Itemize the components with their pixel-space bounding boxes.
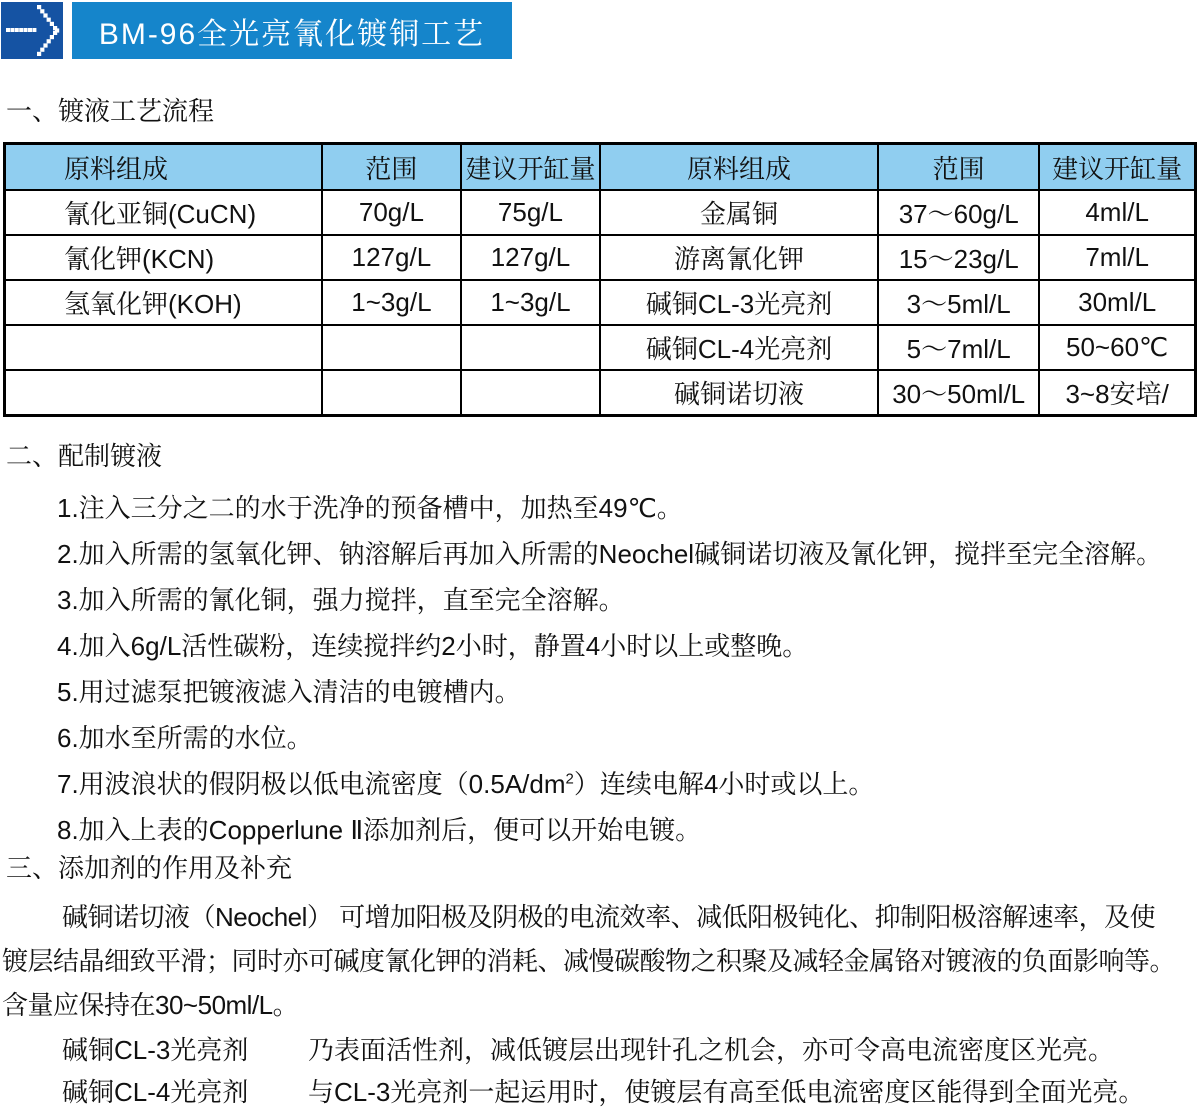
table-cell: 50~60℃ — [1039, 325, 1195, 370]
step-item — [57, 761, 1200, 807]
process-table — [3, 142, 1197, 417]
dotted-arrow-right-icon — [1, 2, 63, 59]
col-header-material-left: 原料组成 — [5, 144, 322, 191]
table-cell — [322, 370, 461, 416]
superscript: 2 — [565, 770, 574, 788]
table-row — [5, 325, 1196, 370]
table-cell: 127g/L — [322, 235, 461, 280]
section1-heading: 一、镀液工艺流程 — [6, 96, 215, 126]
col-header-material-right: 原料组成 — [600, 144, 878, 191]
table-cell: 5～7ml/L — [878, 325, 1039, 370]
table-cell: 1~3g/L — [461, 280, 600, 325]
section3-heading: 三、添加剂的作用及补充 — [6, 853, 293, 883]
definition-term: 碱铜CL-3光亮剂 — [62, 1035, 249, 1065]
brightener-definitions — [62, 1029, 1200, 1113]
table-cell: 碱铜CL-4光亮剂 — [600, 325, 878, 370]
table-cell — [461, 325, 600, 370]
table-row — [5, 370, 1196, 416]
table-cell: 金属铜 — [600, 190, 878, 235]
table-cell: 30～50ml/L — [878, 370, 1039, 416]
table-header-row — [5, 144, 1196, 191]
step-item: 8.加入上表的Copperlune Ⅱ添加剂后，便可以开始电镀。 — [57, 815, 702, 845]
col-header-makeup-left: 建议开缸量 — [461, 144, 600, 191]
definition-desc: 与CL-3光亮剂一起运用时，使镀层有高至低电流密度区能得到全面光亮。 — [308, 1077, 1145, 1107]
table-cell: 氢氧化钾(KOH) — [5, 280, 322, 325]
step-text-pre: 7.用波浪状的假阴极以低电流密度（0.5A/dm — [57, 769, 566, 799]
table-cell: 7ml/L — [1039, 235, 1195, 280]
table-cell: 碱铜CL-3光亮剂 — [600, 280, 878, 325]
table-cell — [461, 370, 600, 416]
paragraph-line: 含量应保持在30~50ml/L。 — [2, 990, 299, 1020]
step-item: 4.加入6g/L活性碳粉，连续搅拌约2小时，静置4小时以上或整晚。 — [57, 631, 809, 661]
table-cell — [322, 325, 461, 370]
step-item: 2.加入所需的氢氧化钾、钠溶解后再加入所需的Neochel碱铜诺切液及氰化钾，搅拌至完全溶解。 — [57, 539, 1163, 569]
table-cell: 75g/L — [461, 190, 600, 235]
table-cell: 3～5ml/L — [878, 280, 1039, 325]
definition-row — [62, 1071, 1200, 1113]
step-item: 6.加水至所需的水位。 — [57, 723, 313, 753]
table-cell: 15～23g/L — [878, 235, 1039, 280]
step-item: 1.注入三分之二的水于洗净的预备槽中，加热至49℃。 — [57, 493, 683, 523]
step-item: 3.加入所需的氰化铜，强力搅拌，直至完全溶解。 — [57, 585, 625, 615]
table-cell: 氰化亚铜(CuCN) — [5, 190, 322, 235]
table-row — [5, 190, 1196, 235]
table-cell: 30ml/L — [1039, 280, 1195, 325]
definition-desc: 乃表面活性剂，减低镀层出现针孔之机会，亦可令高电流密度区光亮。 — [308, 1035, 1115, 1065]
table-cell: 1~3g/L — [322, 280, 461, 325]
definition-row — [62, 1029, 1200, 1071]
page-title: BM-96全光亮氰化镀铜工艺 — [98, 17, 486, 51]
additive-paragraph — [2, 895, 1198, 1027]
col-header-range-right: 范围 — [878, 144, 1039, 191]
table-cell: 游离氰化钾 — [600, 235, 878, 280]
table-cell — [5, 370, 322, 416]
step-text-post: ）连续电解4小时或以上。 — [573, 769, 875, 799]
table-cell: 3~8安培/ — [1039, 370, 1195, 416]
table-cell — [5, 325, 322, 370]
table-cell: 37～60g/L — [878, 190, 1039, 235]
col-header-makeup-right: 建议开缸量 — [1039, 144, 1195, 191]
definition-term: 碱铜CL-4光亮剂 — [62, 1077, 249, 1107]
paragraph-line: 碱铜诺切液（Neochel） 可增加阳极及阴极的电流效率、减低阳极钝化、抑制阳极溶解速率，及使 — [62, 902, 1156, 932]
table-cell: 4ml/L — [1039, 190, 1195, 235]
preparation-steps — [57, 485, 1200, 853]
table-cell: 碱铜诺切液 — [600, 370, 878, 416]
col-header-range-left: 范围 — [322, 144, 461, 191]
table-cell: 127g/L — [461, 235, 600, 280]
page-header — [0, 0, 1200, 61]
table-row — [5, 235, 1196, 280]
step-item: 5.用过滤泵把镀液滤入清洁的电镀槽内。 — [57, 677, 521, 707]
section2-heading: 二、配制镀液 — [6, 441, 163, 471]
table-cell: 氰化钾(KCN) — [5, 235, 322, 280]
table-row — [5, 280, 1196, 325]
paragraph-line: 镀层结晶细致平滑；同时亦可碱度氰化钾的消耗、减慢碳酸物之积聚及减轻金属铬对镀液的负面影响等。 — [2, 946, 1176, 976]
title-bar — [72, 2, 512, 59]
table-cell: 70g/L — [322, 190, 461, 235]
